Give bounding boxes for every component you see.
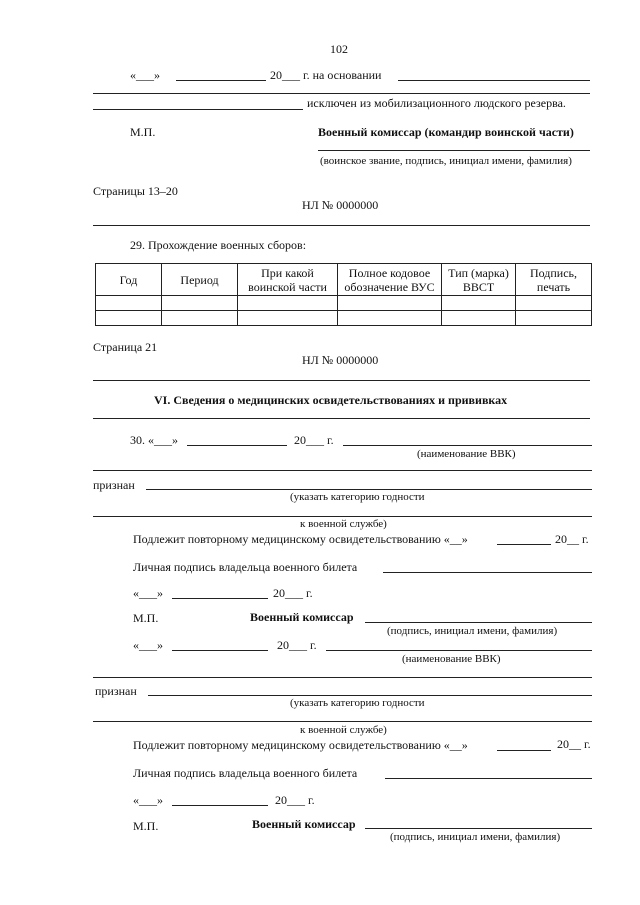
table-row (96, 296, 592, 311)
stamp-2: М.П. (133, 819, 159, 833)
sign-date-2: «___» (133, 793, 163, 807)
training-table (95, 263, 592, 326)
separator-line-3 (93, 418, 590, 419)
vvk-line-2 (326, 650, 592, 651)
reexam-line-1 (497, 544, 551, 545)
page-21-label: Страница 21 (93, 340, 158, 354)
reexam-1: Подлежит повторному медицинскому освидетельствованию «__» (133, 532, 468, 546)
signature-caption: (воинское звание, подпись, инициал имени, фамилия) (320, 155, 572, 167)
date-open: «___» (130, 68, 160, 82)
date-month-line (176, 80, 266, 81)
commissar-2: Военный комиссар (252, 817, 356, 831)
vvk-caption-2: (наименование ВВК) (402, 653, 501, 665)
table-row (96, 311, 592, 326)
stamp-1: М.П. (133, 611, 159, 625)
year-basis: 20___ г. на основании (270, 68, 382, 82)
reexam-line-2 (497, 750, 551, 751)
col-unit: При какой воинской части (238, 264, 338, 296)
sign-date-1: «___» (133, 586, 163, 600)
vvk-line-1 (343, 445, 592, 446)
doc-number-1: НЛ № 0000000 (302, 198, 379, 212)
col-signature: Подпись, печать (516, 264, 592, 296)
sign-year-1: 20___ г. (273, 586, 313, 600)
page-number: 102 (330, 42, 348, 56)
vvk-caption-1: (наименование ВВК) (417, 448, 516, 460)
col-vus: Полное кодовое обозначение ВУС (338, 264, 442, 296)
separator-line-1 (93, 225, 590, 226)
col-vvst: Тип (марка) ВВСТ (442, 264, 516, 296)
reexam-2: Подлежит повторному медицинскому освидетельствованию «__» (133, 738, 468, 752)
commissar-caption-1: (подпись, инициал имени, фамилия) (387, 625, 558, 637)
owner-sign-1: Личная подпись владельца военного билета (133, 560, 358, 574)
owner-sign-2: Личная подпись владельца военного билета (133, 766, 358, 780)
item-30-date: 30. «___» (130, 433, 178, 447)
date-line-2 (172, 650, 268, 651)
col-period: Период (162, 264, 238, 296)
category-caption-2: (указать категорию годности (290, 697, 425, 709)
basis-line (398, 80, 590, 81)
category-caption-2b: к военной службе) (300, 724, 387, 736)
col-year: Год (96, 264, 162, 296)
reexam-year-2: 20__ г. (557, 737, 591, 751)
owner-sign-line-1 (383, 572, 592, 573)
basis-line-2 (93, 93, 590, 94)
recognized-1: признан (93, 478, 135, 492)
separator-line-2 (93, 380, 590, 381)
commissar-line-2 (365, 828, 592, 829)
date-2: «___» (133, 638, 163, 652)
category-caption-1: (указать категорию годности (290, 491, 425, 503)
doc-number-2: НЛ № 0000000 (302, 353, 379, 367)
excluded-text: исключен из мобилизационного людского резерва. (307, 96, 566, 110)
owner-sign-line-2 (385, 778, 592, 779)
sign-year-2: 20___ г. (275, 793, 315, 807)
year-2: 20___ г. (277, 638, 317, 652)
basis-line-3 (93, 109, 303, 110)
category-caption-1b: к военной службе) (300, 518, 387, 530)
category-line-2b (93, 721, 592, 722)
commissar-signature-line (318, 150, 590, 151)
recognized-2: признан (95, 684, 137, 698)
commissar-1: Военный комиссар (250, 610, 354, 624)
stamp-label: М.П. (130, 125, 156, 139)
vvk-line-1b (93, 470, 592, 471)
year-1: 20___ г. (294, 433, 334, 447)
commissar-title: Военный комиссар (командир воинской части) (318, 125, 574, 139)
commissar-caption-2: (подпись, инициал имени, фамилия) (390, 831, 561, 843)
commissar-line-1 (365, 622, 592, 623)
reexam-year-1: 20__ г. (555, 532, 589, 546)
medical-section-title: VI. Сведения о медицинских освидетельствованиях и прививках (154, 393, 508, 407)
sign-date-line-1 (172, 598, 268, 599)
date-line (187, 445, 287, 446)
pages-13-20-label: Страницы 13–20 (93, 184, 178, 198)
sign-date-line-2 (172, 805, 268, 806)
vvk-line-2b (93, 677, 592, 678)
training-title: 29. Прохождение военных сборов: (130, 238, 307, 252)
